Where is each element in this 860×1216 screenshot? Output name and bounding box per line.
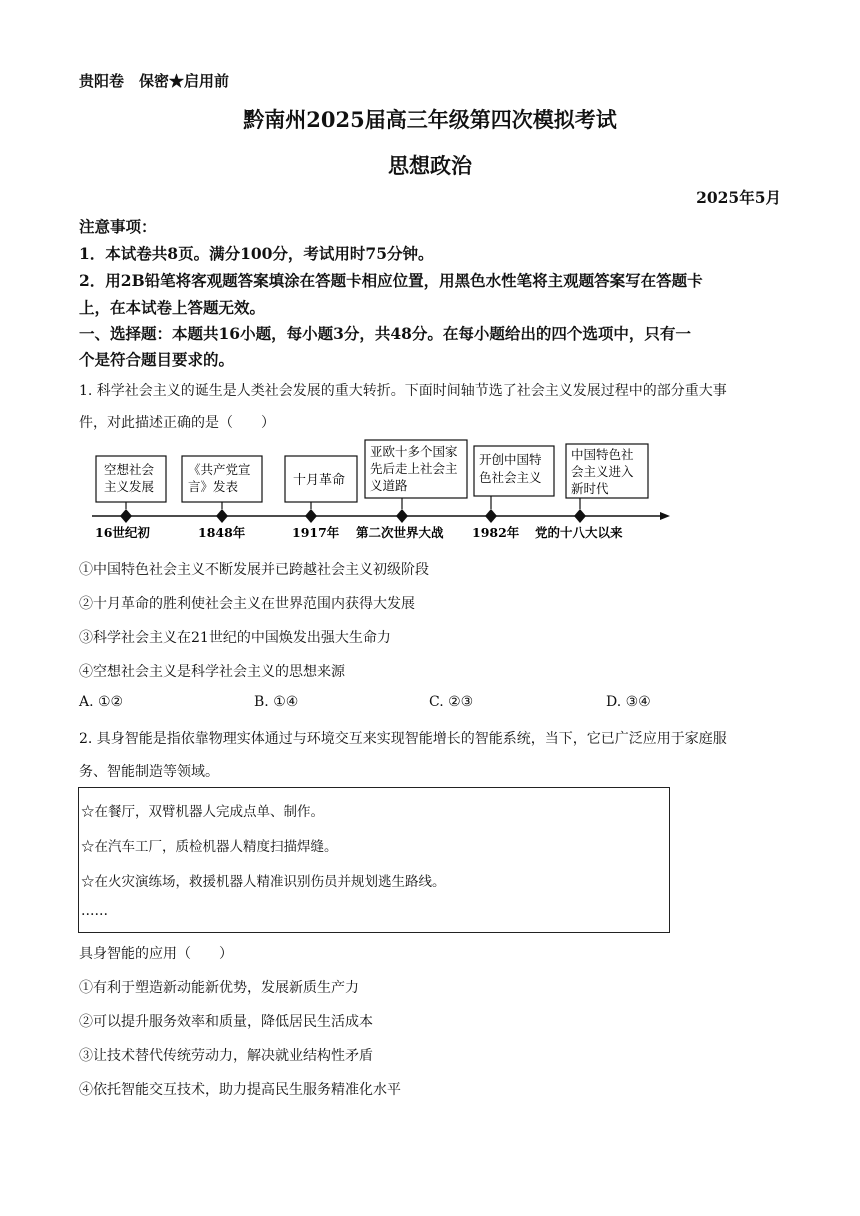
exam-date: 2025年5月 [696, 188, 781, 207]
timeline-diamond-icon [305, 509, 317, 523]
timeline-date: 第二次世界大战 [356, 525, 444, 540]
q2-statement-2: ②可以提升服务效率和质量，降低居民生活成本 [79, 1014, 373, 1030]
q2-statement-3: ③让技术替代传统劳动力，解决就业结构性矛盾 [79, 1048, 373, 1064]
q2-material-box [78, 787, 670, 933]
timeline-date: 1917年 [292, 525, 340, 540]
timeline-event-text: 《共产党宣 [188, 462, 251, 477]
timeline-event [95, 456, 166, 540]
q1-statement-4: ④空想社会主义是科学社会主义的思想来源 [79, 664, 345, 680]
exam-title: 黔南州2025届高三年级第四次模拟考试 [243, 107, 617, 132]
notice-item-2: 2．用2B铅笔将客观题答案填涂在答题卡相应位置，用黑色水性笔将主观题答案写在答题卡 [79, 271, 703, 290]
q2-material-line: ☆在餐厅，双臂机器人完成点单、制作。 [81, 804, 324, 820]
timeline-event-text: 中国特色社 [571, 447, 634, 462]
q1-option-a: A. ①② [79, 694, 124, 710]
q1-stem: 1. 科学社会主义的诞生是人类社会发展的重大转折。下面时间轴节选了社会主义发展过程中的部分重大事 [79, 383, 727, 399]
timeline-date: 1982年 [472, 525, 520, 540]
timeline-event-text: 言》发表 [188, 479, 239, 494]
timeline-diamond-icon [216, 509, 228, 523]
timeline-event-text: 义道路 [370, 478, 408, 493]
exam-region-label: 贵阳卷 保密★启用前 [79, 72, 230, 90]
timeline-date: 1848年 [198, 525, 246, 540]
timeline-event-text: 空想社会 [104, 462, 155, 477]
q2-statement-1: ①有利于塑造新动能新优势，发展新质生产力 [79, 980, 359, 996]
timeline-event [285, 456, 357, 540]
timeline-event [356, 440, 467, 540]
q1-statement-2: ②十月革命的胜利使社会主义在世界范围内获得大发展 [79, 596, 415, 612]
q2-material-line: …… [81, 903, 108, 919]
timeline-arrow-icon [660, 512, 670, 520]
q1-option-c: C. ②③ [429, 694, 474, 710]
timeline-diamond-icon [396, 509, 408, 523]
timeline-event [182, 456, 262, 540]
timeline-event-text: 开创中国特 [479, 452, 542, 467]
q2-statement-4: ④依托智能交互技术，助力提高民生服务精准化水平 [79, 1082, 401, 1098]
timeline-event-text: 主义发展 [104, 479, 155, 494]
timeline-event-text: 会主义进入 [571, 464, 634, 479]
q1-statement-3: ③科学社会主义在21世纪的中国焕发出强大生命力 [79, 630, 391, 646]
q2-material-line: ☆在汽车工厂，质检机器人精度扫描焊缝。 [81, 839, 338, 855]
timeline-event-text: 先后走上社会主 [370, 461, 458, 476]
q2-stem: 2. 具身智能是指依靠物理实体通过与环境交互来实现智能增长的智能系统，当下，它已广泛应用于家庭服 [79, 731, 727, 747]
q1-option-b: B. ①④ [254, 694, 299, 710]
q1-statement-1: ①中国特色社会主义不断发展并已跨越社会主义初级阶段 [79, 562, 429, 578]
timeline-date: 党的十八大以来 [535, 525, 623, 540]
timeline-diamond-icon [574, 509, 586, 523]
timeline-diamond-icon [120, 509, 132, 523]
notice-item-2-cont: 上，在本试卷上答题无效。 [79, 298, 266, 317]
timeline-event-text: 亚欧十多个国家 [370, 444, 458, 459]
section-heading-cont: 个是符合题目要求的。 [79, 350, 235, 369]
timeline-date: 16世纪初 [95, 525, 150, 540]
q2-stem-cont: 务、智能制造等领域。 [79, 764, 219, 780]
timeline-diamond-icon [485, 509, 497, 523]
q2-question: 具身智能的应用（ ） [79, 946, 233, 962]
q1-option-d: D. ③④ [606, 694, 651, 710]
notice-heading: 注意事项： [79, 217, 157, 236]
timeline-event-text: 色社会主义 [479, 470, 542, 485]
section-heading: 一、选择题：本题共16小题，每小题3分，共48分。在每小题给出的四个选项中，只有一 [79, 324, 691, 343]
timeline-event-text: 新时代 [571, 481, 609, 496]
timeline-event-text: 十月革命 [293, 473, 346, 488]
timeline-diagram [80, 436, 680, 546]
q1-stem-cont: 件，对此描述正确的是（ ） [79, 415, 275, 431]
q2-material-line: ☆在火灾演练场，救援机器人精准识别伤员并规划逃生路线。 [81, 874, 446, 890]
subject-title: 思想政治 [388, 153, 472, 178]
notice-item-1: 1．本试卷共8页。满分100分，考试用时75分钟。 [79, 244, 434, 263]
